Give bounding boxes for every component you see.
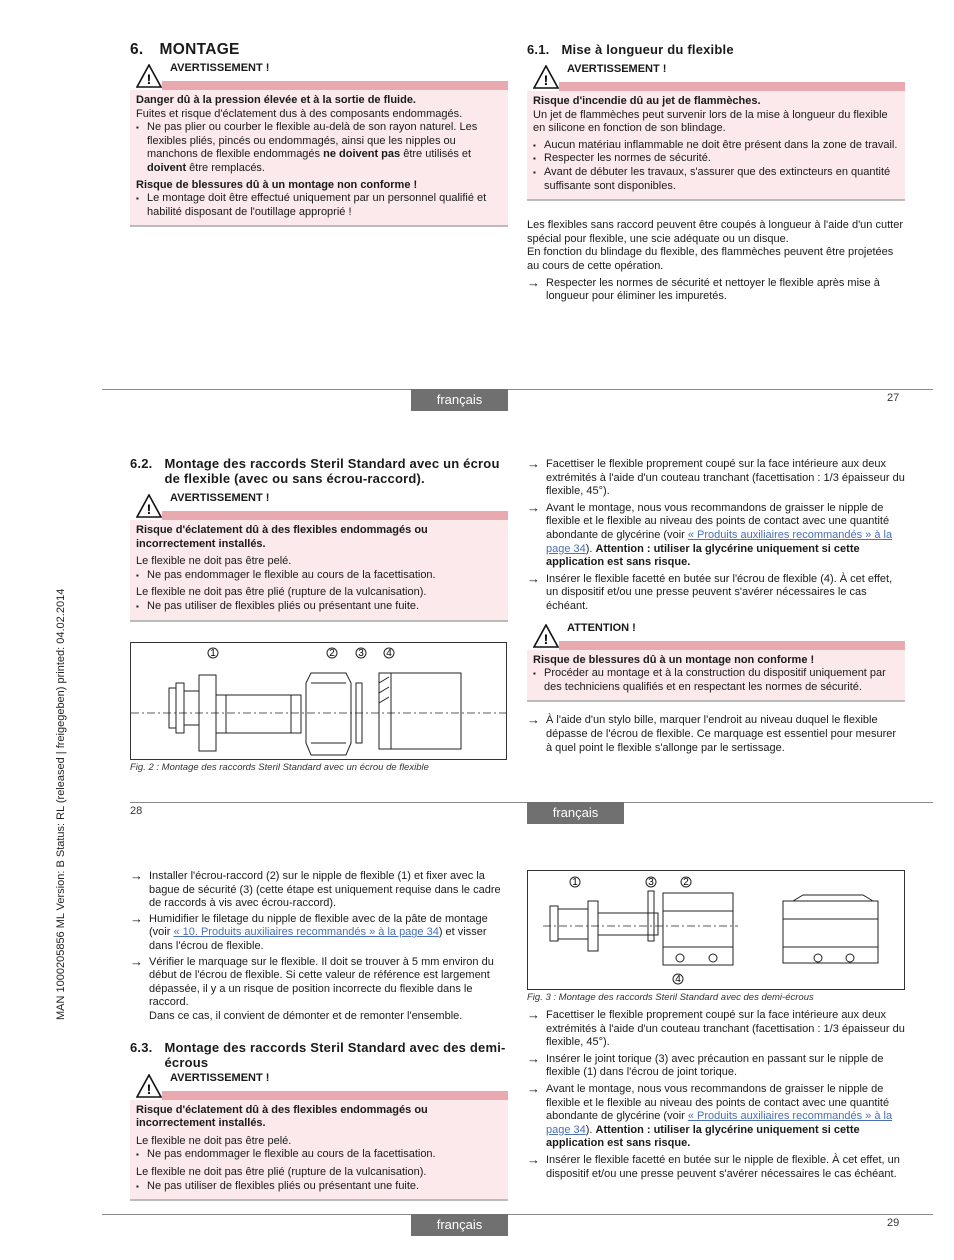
warning-box xyxy=(527,63,905,201)
page-number: 29 xyxy=(887,1217,900,1229)
page-divider xyxy=(102,1214,933,1215)
instruction-step: → Insérer le flexible facetté en butée sur l'écrou de flexible (4). À cet effet, un dispositif et/ou une presse peuvent s'avérer nécessaires le cas échéant. xyxy=(527,573,905,614)
svg-text:!: ! xyxy=(543,72,549,88)
svg-text:!: ! xyxy=(543,630,549,647)
callout-label: 1 xyxy=(210,648,216,659)
fitting-drawing xyxy=(131,643,506,759)
language-tab: français xyxy=(411,1214,508,1236)
paragraph: Les flexibles sans raccord peuvent être coupés à longueur à l'aide d'un cutter spécial pour flexible, une scie adéquate ou un disque. xyxy=(527,219,903,245)
cross-reference-link[interactable]: « Produits auxiliaires recommandés » à la page 34 xyxy=(546,1110,893,1136)
instruction-step: → À l'aide d'un stylo bille, marquer l'endroit au niveau duquel le flexible dépasse de l'écrou de flexible. Ce marquage est essentiel pour mesurer à quel point le flexible s'allonge par le sertissage. xyxy=(527,714,905,755)
callout-label: 2 xyxy=(329,648,335,659)
warning-title: Danger dû à la pression élevée et à la sortie de fluide. xyxy=(136,94,416,106)
warning-text: Le flexible ne doit pas être plié (rupture de la vulcanisation). xyxy=(136,1165,427,1178)
warning-title: Risque d'éclatement dû à des flexibles endommagés ou incorrectement installés. xyxy=(136,524,428,550)
warning-label: AVERTISSEMENT ! xyxy=(567,63,667,75)
figure-2 xyxy=(130,642,507,760)
warning-text: Le flexible ne doit pas être plié (rupture de la vulcanisation). xyxy=(136,586,427,599)
page-divider xyxy=(102,389,933,390)
instruction-step: → Avant le montage, nous vous recommandons de graisser le nipple de flexible et le flexible au niveau des points de contact avec une quantité abondante de glycérine (voir « Produits auxiliaires recommandés » à la page 34). Attention : utiliser la glycérine uniquement si cette application est sans risque. xyxy=(527,502,905,570)
callout-label: 3 xyxy=(648,877,654,888)
instruction-step: → Avant le montage, nous vous recommandons de graisser le nipple de flexible et le flexible au niveau des points de contact avec une quantité abondante de glycérine (voir « Produits auxiliaires recommandés » à la page 34). Attention : utiliser la glycérine uniquement si cette application est sans risque. xyxy=(527,1083,905,1151)
callout-label: 4 xyxy=(386,648,392,659)
cross-reference-link[interactable]: « Produits auxiliaires recommandés » à la page 34 xyxy=(546,528,893,555)
warning-list-item: ▪ Avant de débuter les travaux, s'assurer que des extincteurs en quantité suffisante sont disponibles. xyxy=(533,166,899,193)
warning-title: Risque de blessures dû à un montage non conforme ! xyxy=(533,653,815,666)
svg-text:!: ! xyxy=(146,501,152,517)
attention-label: ATTENTION ! xyxy=(567,621,636,634)
warning-list-item: ▪ Ne pas endommager le flexible au cours de la facettisation. xyxy=(136,569,502,583)
warning-list-item: ▪ Ne pas endommager le flexible au cours de la facettisation. xyxy=(136,1148,502,1162)
figure-caption: Fig. 3 : Montage des raccords Steril Standard avec des demi-écrous xyxy=(527,992,814,1003)
page-number: 27 xyxy=(887,392,900,404)
page-number: 28 xyxy=(130,805,143,817)
warning-list-item: ▪ Ne pas utiliser de flexibles pliés ou présentant une fuite. xyxy=(136,600,502,614)
warning-box xyxy=(130,62,508,227)
p27-left-column xyxy=(130,42,508,227)
warning-list-item: ▪ Respecter les normes de sécurité. xyxy=(533,152,899,166)
warning-triangle-icon xyxy=(136,64,162,93)
p28-right-column xyxy=(527,457,905,755)
warning-triangle-icon xyxy=(533,65,559,94)
callout-label: 1 xyxy=(572,877,578,888)
document-status-sidebar: MAN 1000205856 ML Version: B Status: RL (released | freigegeben) printed: 04.02.2014 xyxy=(55,588,67,1020)
svg-text:!: ! xyxy=(146,71,152,87)
warning-triangle-icon xyxy=(533,624,559,653)
warning-list-item: ▪ Aucun matériau inflammable ne doit être présent dans la zone de travail. xyxy=(533,139,899,153)
heading-title: MONTAGE xyxy=(159,41,240,58)
warning-label: AVERTISSEMENT ! xyxy=(170,492,270,504)
warning-text: Le flexible ne doit pas être pelé. xyxy=(136,1134,292,1147)
warning-title: Risque de blessures dû à un montage non conforme ! xyxy=(136,178,418,191)
warning-list-item: ▪ Procéder au montage et à la construction du dispositif uniquement par des techniciens qualifiés et en respectant les normes de sécurité. xyxy=(533,667,899,694)
warning-triangle-icon xyxy=(136,494,162,523)
warning-title: Risque d'éclatement dû à des flexibles endommagés ou incorrectement installés. xyxy=(136,1103,428,1130)
language-tab: français xyxy=(527,802,624,824)
callout-label: 3 xyxy=(358,648,364,659)
heading-number: 6. xyxy=(130,41,144,58)
warning-list-item: ▪ Le montage doit être effectué uniquement par un personnel qualifié et habilité disposant de l'outillage approprié ! xyxy=(136,192,502,219)
instruction-step: → Respecter les normes de sécurité et nettoyer le flexible après mise à longueur pour éliminer les impuretés. xyxy=(527,277,905,304)
instruction-step: → Installer l'écrou-raccord (2) sur le nipple de flexible (1) et fixer avec la bague de sécurité (3) (cette étape est uniquement requise dans le cadre de raccords à vis avec écrou-raccord). xyxy=(130,870,508,911)
instruction-step: → Humidifier le filetage du nipple de flexible avec de la pâte de montage (voir « 10. Produits auxiliaires recommandés » à la page 34) et visser dans l'écrou de flexible. xyxy=(130,913,508,954)
warning-label: AVERTISSEMENT ! xyxy=(170,1071,270,1084)
instruction-step: → Facettiser le flexible proprement coupé sur la face intérieure aux deux extrémités à l'aide d'un couteau tranchant (facettisation : 1/3 épaisseur du flexible, 45°). xyxy=(527,458,905,499)
warning-box xyxy=(130,1072,508,1202)
warning-triangle-icon xyxy=(136,1074,162,1103)
paragraph: En fonction du blindage du flexible, des flammèches peuvent être projetées au cours de cette opération. xyxy=(527,246,894,272)
language-tab: français xyxy=(411,389,508,411)
section-heading-6-1: 6.1. Mise à longueur du flexible xyxy=(527,42,734,57)
warning-text: Un jet de flammèches peut survenir lors de la mise à longueur du flexible en silicone en fonction de son blindage. xyxy=(533,108,888,135)
instruction-step: → Insérer le flexible facetté en butée sur le nipple de flexible. À cet effet, un dispositif et/ou une presse peuvent s'avérer nécessaires le cas échéant. xyxy=(527,1154,905,1181)
callout-label: 2 xyxy=(683,877,689,888)
p29-right-column xyxy=(527,1008,905,1181)
warning-list-item: ▪ Ne pas plier ou courber le flexible au-delà de son rayon naturel. Les flexibles pliés, pincés ou endommagés, ainsi que les nipples ou manchons de flexible endommagés ne doivent pas être utilisés et doivent être remplacés. xyxy=(136,121,502,175)
section-heading-6-2: 6.2. Montage des raccords Steril Standard avec un écrou de flexible (avec ou sans écrou-raccord). xyxy=(130,456,500,486)
half-nut-drawing xyxy=(528,871,904,989)
section-heading-6-3: 6.3. Montage des raccords Steril Standard avec des demi-écrous xyxy=(130,1039,506,1070)
warning-list-item: ▪ Ne pas utiliser de flexibles pliés ou présentant une fuite. xyxy=(136,1180,502,1194)
warning-title: Risque d'incendie dû au jet de flammèches. xyxy=(533,95,761,107)
svg-text:!: ! xyxy=(146,1080,152,1097)
p28-left-column xyxy=(130,456,508,622)
cross-reference-link[interactable]: « 10. Produits auxiliaires recommandés » à la page 34 xyxy=(173,926,439,939)
p27-right-column xyxy=(527,42,905,304)
instruction-step: → Insérer le joint torique (3) avec précaution en passant sur le nipple de flexible (1) dans l'écrou de joint torique. xyxy=(527,1053,905,1080)
warning-text: Fuites et risque d'éclatement dus à des composants endommagés. xyxy=(136,107,463,120)
warning-box xyxy=(130,492,508,622)
figure-3 xyxy=(527,870,905,990)
instruction-step: → Facettiser le flexible proprement coupé sur la face intérieure aux deux extrémités à l'aide d'un couteau tranchant (facettisation : 1/3 épaisseur du flexible, 45°). xyxy=(527,1009,905,1050)
section-heading-6 xyxy=(130,42,508,58)
instruction-step: → Vérifier le marquage sur le flexible. Il doit se trouver à 5 mm environ du début de l'écrou de flexible. Si cette valeur de référence est largement dépassée, il y a un risque de position incorrecte du flexible dans le raccord. Dans ce cas, il convient de démonter et de remonter l'ensemble. xyxy=(130,956,508,1024)
attention-box xyxy=(527,622,905,703)
figure-caption: Fig. 2 : Montage des raccords Steril Standard avec un écrou de flexible xyxy=(130,762,429,773)
warning-label: AVERTISSEMENT ! xyxy=(170,62,270,74)
callout-label: 4 xyxy=(675,974,681,985)
p29-left-column xyxy=(130,869,508,1201)
warning-text: Le flexible ne doit pas être pelé. xyxy=(136,555,292,568)
